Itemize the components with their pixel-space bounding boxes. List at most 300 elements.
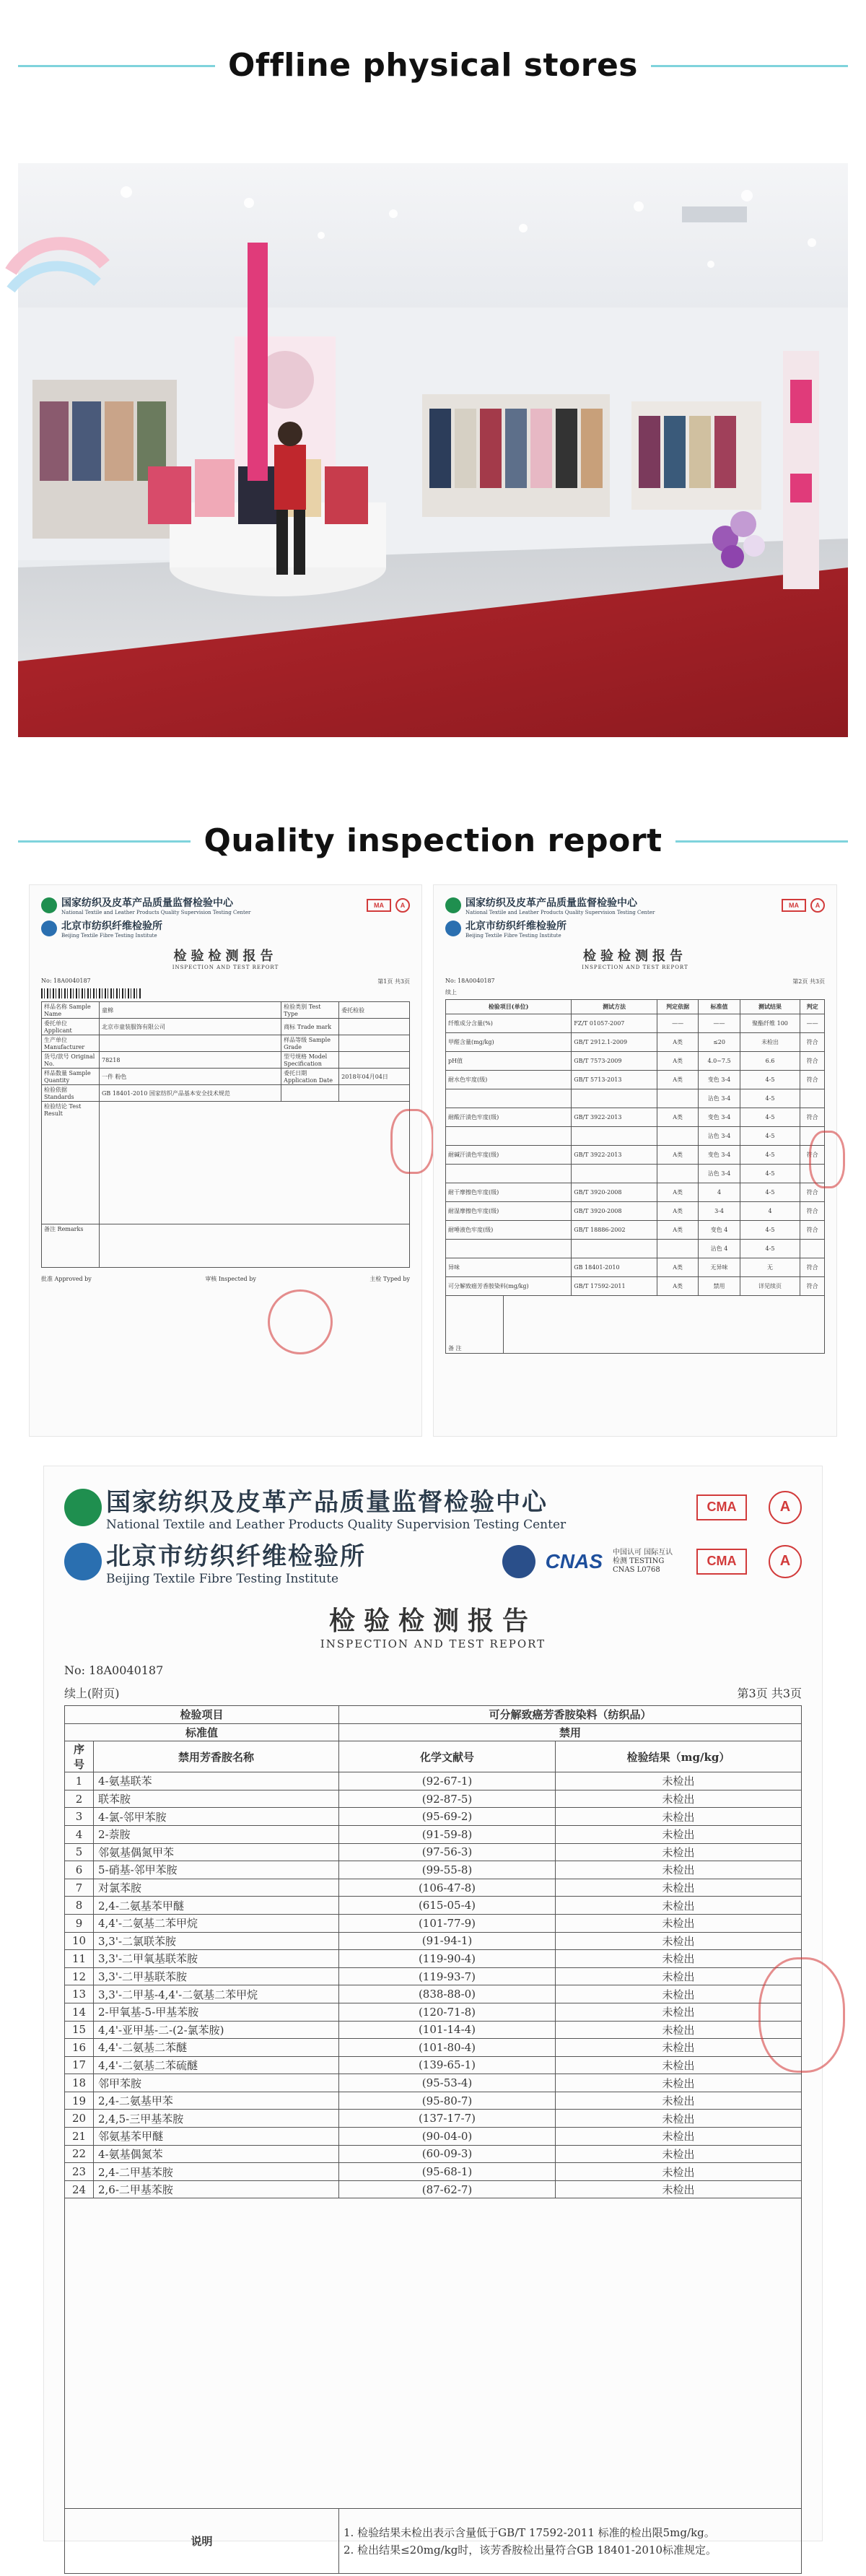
table-row: [42, 1069, 410, 1085]
table-row: [65, 2039, 802, 2057]
table-cell: 变色 3-4: [699, 1108, 740, 1127]
org-row-1: [64, 1482, 802, 1532]
org-name-cn: 北京市纺织纤维检验所: [61, 921, 162, 932]
table-cell: ——: [800, 1014, 825, 1033]
table-cell: [572, 1165, 657, 1183]
test-result: 未检出: [556, 2021, 802, 2039]
report-page-1: [29, 884, 422, 1437]
row-number: 21: [65, 2128, 94, 2146]
org-row-2: [64, 1536, 802, 1586]
test-result: 未检出: [556, 2092, 802, 2110]
amine-name: 4-氯-邻甲苯胺: [94, 1808, 339, 1826]
table-cell: 4: [699, 1183, 740, 1202]
table-row: [65, 2110, 802, 2128]
remarks-label: 备注 Remarks: [42, 1224, 100, 1268]
test-items-table: [445, 999, 825, 1296]
result-table: [41, 1101, 410, 1268]
cas-number: (87-62-7): [339, 2180, 556, 2198]
typed-by: 主检 Typed by: [369, 1276, 410, 1282]
table-cell: 未检出: [740, 1033, 800, 1052]
test-result: 未检出: [556, 2003, 802, 2021]
table-cell: A类: [657, 1183, 699, 1202]
table-cell: 符合: [800, 1258, 825, 1277]
table-cell: GB/T 5713-2013: [572, 1071, 657, 1089]
cas-number: (95-80-7): [339, 2092, 556, 2110]
table-cell: 甲醛含量(mg/kg): [446, 1033, 572, 1052]
table-cell: GB/T 7573-2009: [572, 1052, 657, 1071]
amine-name: 4-氨基偶氮苯: [94, 2145, 339, 2163]
amine-name: 对氯苯胺: [94, 1879, 339, 1897]
amine-name: 2,4,5-三甲基苯胺: [94, 2110, 339, 2128]
header-standard-value: 禁用: [339, 1723, 802, 1741]
table-row: [65, 1879, 802, 1897]
row-number: 9: [65, 1914, 94, 1932]
section-heading-stores: [0, 43, 866, 87]
test-result: 未检出: [556, 1897, 802, 1915]
table-cell: [657, 1165, 699, 1183]
org-row-1: [41, 895, 410, 915]
cma-mark-icon: MA: [367, 899, 391, 912]
table-row: [65, 1808, 802, 1826]
table-cell: pH值: [446, 1052, 572, 1071]
heading-line-left: [18, 65, 231, 67]
table-cell: A类: [657, 1071, 699, 1089]
column-header: 测试方法: [572, 1000, 657, 1014]
header-item: 检验项目: [65, 1706, 339, 1724]
table-row: [446, 1108, 825, 1127]
table-row: [42, 1019, 410, 1035]
column-header: 检验项目(单位): [446, 1000, 572, 1014]
bttfi-logo-icon: [64, 1543, 102, 1580]
cas-number: (95-69-2): [339, 1808, 556, 1826]
field-value: [339, 1035, 410, 1052]
column-header: 测试结果: [740, 1000, 800, 1014]
cas-number: (120-71-8): [339, 2003, 556, 2021]
table-cell: ——: [657, 1014, 699, 1033]
remarks-label: 备 注: [446, 1296, 504, 1354]
amine-name: 2,4-二氨基甲苯: [94, 2092, 339, 2110]
report-page-number: 第2页 共3页: [792, 978, 825, 985]
table-cell: [572, 1127, 657, 1146]
store-photo: [18, 163, 848, 737]
table-cell: 可分解致癌芳香胺染料(mg/kg): [446, 1277, 572, 1296]
cas-number: (101-80-4): [339, 2039, 556, 2057]
table-row: [42, 1002, 410, 1019]
field-label: 生产单位 Manufacturer: [42, 1035, 100, 1052]
field-value: [339, 1019, 410, 1035]
table-cell: 耐酸汗渍色牢度(级): [446, 1108, 572, 1127]
table-cell: 符合: [800, 1202, 825, 1221]
row-number: 7: [65, 1879, 94, 1897]
table-cell: A类: [657, 1258, 699, 1277]
table-cell: 变色 4: [699, 1221, 740, 1240]
row-number: 24: [65, 2180, 94, 2198]
section-title: Offline physical stores: [215, 47, 651, 84]
cas-number: (95-53-4): [339, 2074, 556, 2092]
field-label: 委托单位 Applicant: [42, 1019, 100, 1035]
table-cell: 无异味: [699, 1258, 740, 1277]
org-name-en: National Textile and Leather Products Quality Supervision Testing Center: [465, 910, 655, 915]
table-row: [446, 1071, 825, 1089]
report-page-3: [43, 1466, 823, 2557]
report-number: No: 18A0040187: [445, 978, 495, 984]
field-label: 样品数量 Sample Quantity: [42, 1069, 100, 1085]
org-name-cn: 国家纺织及皮革产品质量监督检验中心: [61, 897, 233, 909]
amine-name: 3,3'-二甲基-4,4'-二氨基二苯甲烷: [94, 1985, 339, 2003]
table-cell: 6.6: [740, 1052, 800, 1071]
org-name-en: Beijing Textile Fibre Testing Institute: [106, 1572, 339, 1586]
amine-name: 4,4'-二氨基二苯硫醚: [94, 2056, 339, 2074]
amine-name: 联苯胺: [94, 1790, 339, 1808]
row-number: 19: [65, 2092, 94, 2110]
cma-mark-icon: MA: [782, 899, 806, 912]
table-cell: 4-5: [740, 1089, 800, 1108]
report-page-2: [433, 884, 837, 1437]
table-row: [65, 1772, 802, 1790]
amine-name: 邻氨基偶氮甲苯: [94, 1843, 339, 1861]
table-cell: A类: [657, 1108, 699, 1127]
amine-name: 3,3'-二甲基联苯胺: [94, 1967, 339, 1985]
table-cell: 4-5: [740, 1146, 800, 1165]
table-row: [446, 1277, 825, 1296]
inspected-by: 审核 Inspected by: [205, 1276, 256, 1282]
table-cell: A类: [657, 1146, 699, 1165]
table-cell: 4-5: [740, 1165, 800, 1183]
cal-mark-icon: A: [769, 1545, 802, 1578]
row-number: 20: [65, 2110, 94, 2128]
heading-line-right: [635, 65, 848, 67]
table-row: [446, 1183, 825, 1202]
table-cell: A类: [657, 1277, 699, 1296]
row-number: 3: [65, 1808, 94, 1826]
test-result: 未检出: [556, 1879, 802, 1897]
remarks-table: [445, 1295, 825, 1354]
cas-number: (137-17-7): [339, 2110, 556, 2128]
table-row: [65, 1950, 802, 1968]
table-cell: A类: [657, 1202, 699, 1221]
table-cell: 耐碱汗渍色牢度(级): [446, 1146, 572, 1165]
table-cell: FZ/T 01057-2007: [572, 1014, 657, 1033]
table-cell: 沾色 3-4: [699, 1089, 740, 1108]
test-result: 未检出: [556, 2145, 802, 2163]
org-name-en: Beijing Textile Fibre Testing Institute: [61, 933, 157, 939]
test-result: 未检出: [556, 1843, 802, 1861]
test-result: 未检出: [556, 2074, 802, 2092]
report-continued: 续上(附页): [64, 1687, 120, 1700]
column-header: 标准值: [699, 1000, 740, 1014]
field-label: 商标 Trade mark: [281, 1019, 339, 1035]
field-label: 委托日期 Application Date: [281, 1069, 339, 1085]
table-cell: 变色 3-4: [699, 1071, 740, 1089]
header-result: 检验结果（mg/kg）: [556, 1741, 802, 1772]
field-value: 78218: [100, 1052, 281, 1069]
seam-seal: [809, 1131, 845, 1188]
table-row: [446, 1052, 825, 1071]
table-row: [65, 2145, 802, 2163]
cal-mark-icon: A: [810, 898, 825, 913]
cma-mark-icon: CMA: [696, 1549, 747, 1575]
cas-number: (90-04-0): [339, 2128, 556, 2146]
table-cell: A类: [657, 1052, 699, 1071]
amine-name: 3,3'-二氯联苯胺: [94, 1932, 339, 1950]
field-value: 一件 粉色: [100, 1069, 281, 1085]
field-label: 检验类别 Test Type: [281, 1002, 339, 1019]
table-cell: 4-5: [740, 1127, 800, 1146]
field-label: 样品等级 Sample Grade: [281, 1035, 339, 1052]
field-value: [100, 1035, 281, 1052]
report-continued: 续上: [445, 989, 457, 996]
table-cell: 耐干摩擦色牢度(级): [446, 1183, 572, 1202]
table-row: [65, 1790, 802, 1808]
amine-name: 邻氨基苯甲醚: [94, 2128, 339, 2146]
test-result: 未检出: [556, 2039, 802, 2057]
table-cell: GB/T 18886-2002: [572, 1221, 657, 1240]
cma-mark-icon: CMA: [696, 1494, 747, 1520]
table-cell: 变色 3-4: [699, 1146, 740, 1165]
row-number: 16: [65, 2039, 94, 2057]
table-row: [446, 1033, 825, 1052]
table-cell: 符合: [800, 1277, 825, 1296]
org-name-cn: 国家纺织及皮革产品质量监督检验中心: [465, 897, 637, 909]
test-result: 未检出: [556, 1861, 802, 1879]
org-row-2: [445, 918, 825, 939]
field-label: 型号规格 Model Specification: [281, 1052, 339, 1069]
test-result: 未检出: [556, 2180, 802, 2198]
table-cell: 4-5: [740, 1221, 800, 1240]
table-cell: 符合: [800, 1108, 825, 1127]
row-number: 8: [65, 1897, 94, 1915]
org-name-en: National Textile and Leather Products Quality Supervision Testing Center: [106, 1518, 567, 1532]
sample-info-table: [41, 1001, 410, 1102]
table-row: [65, 1967, 802, 1985]
amine-name: 邻甲苯胺: [94, 2074, 339, 2092]
table-row: [446, 1165, 825, 1183]
ilac-logo-icon: [502, 1545, 535, 1578]
row-number: 17: [65, 2056, 94, 2074]
cas-number: (95-68-1): [339, 2163, 556, 2181]
table-row: [65, 2003, 802, 2021]
cas-number: (106-47-8): [339, 1879, 556, 1897]
cas-number: (92-67-1): [339, 1772, 556, 1790]
field-value: 北京市童装服饰有限公司: [100, 1019, 281, 1035]
field-value: 委托检验: [339, 1002, 410, 1019]
test-result: 未检出: [556, 1772, 802, 1790]
table-cell: 纤维成分含量(%): [446, 1014, 572, 1033]
org-name-cn: 北京市纺织纤维检验所: [106, 1542, 366, 1571]
seam-seal: [390, 1109, 434, 1174]
report-title: 检验检测报告: [328, 1606, 537, 1636]
amine-name: 5-硝基-邻甲苯胺: [94, 1861, 339, 1879]
cas-number: (99-55-8): [339, 1861, 556, 1879]
field-value: GB 18401-2010 国家纺织产品基本安全技术规范: [100, 1085, 281, 1102]
table-cell: 详见续页: [740, 1277, 800, 1296]
table-cell: GB/T 3922-2013: [572, 1108, 657, 1127]
report-title: 检验检测报告: [173, 949, 278, 964]
heading-line-right: [653, 840, 848, 843]
table-header-row: [446, 1000, 825, 1014]
row-number: 12: [65, 1967, 94, 1985]
test-result: 未检出: [556, 1825, 802, 1843]
table-row: [65, 1843, 802, 1861]
test-result: 未检出: [556, 2110, 802, 2128]
header-cas: 化学文献号: [339, 1741, 556, 1772]
test-result: 未检出: [556, 1950, 802, 1968]
table-cell: 符合: [800, 1052, 825, 1071]
table-cell: 4-5: [740, 1183, 800, 1202]
seam-seal: [758, 1957, 845, 2073]
table-row: [446, 1089, 825, 1108]
table-row: [446, 1146, 825, 1165]
bttfi-logo-icon: [41, 921, 57, 936]
amine-name: 3,3'-二甲氧基联苯胺: [94, 1950, 339, 1968]
field-value: 童棉: [100, 1002, 281, 1019]
report-page-number: 第3页 共3页: [737, 1687, 802, 1700]
table-row: [446, 1127, 825, 1146]
table-cell: 禁用: [699, 1277, 740, 1296]
table-cell: A类: [657, 1033, 699, 1052]
table-cell: [446, 1127, 572, 1146]
header-no: 序号: [65, 1741, 94, 1772]
official-seal: [268, 1289, 333, 1354]
table-cell: GB/T 3922-2013: [572, 1146, 657, 1165]
row-number: 5: [65, 1843, 94, 1861]
amine-name: 2,4-二甲基苯胺: [94, 2163, 339, 2181]
org-name-cn: 北京市纺织纤维检验所: [465, 921, 567, 932]
column-header: 判定: [800, 1000, 825, 1014]
table-row: [65, 2180, 802, 2198]
table-cell: 符合: [800, 1033, 825, 1052]
note-line: 1. 检验结果未检出表示含量低于GB/T 17592-2011 标准的检出限5mg/kg。: [344, 2525, 715, 2539]
field-label: 检验依据 Standards: [42, 1085, 100, 1102]
table-row: [446, 1240, 825, 1258]
table-row: [65, 1985, 802, 2003]
table-row: [42, 1052, 410, 1069]
table-cell: 4-5: [740, 1240, 800, 1258]
report-page-number: 第1页 共3页: [377, 978, 410, 985]
table-cell: [446, 1165, 572, 1183]
table-cell: 异味: [446, 1258, 572, 1277]
table-cell: 3-4: [699, 1202, 740, 1221]
cas-number: (101-14-4): [339, 2021, 556, 2039]
org-row-2: [41, 918, 410, 939]
table-cell: ——: [699, 1014, 740, 1033]
header-name: 禁用芳香胺名称: [94, 1741, 339, 1772]
table-row: [42, 1035, 410, 1052]
table-row: [65, 2163, 802, 2181]
table-cell: 4.0~7.5: [699, 1052, 740, 1071]
ntlc-logo-icon: [64, 1489, 102, 1526]
amine-name: 2,4-二氨基苯甲醚: [94, 1897, 339, 1915]
row-number: 22: [65, 2145, 94, 2163]
table-row: [446, 1014, 825, 1033]
table-row: [65, 1825, 802, 1843]
table-row: [65, 2092, 802, 2110]
cas-number: (139-65-1): [339, 2056, 556, 2074]
org-name-en: Beijing Textile Fibre Testing Institute: [465, 933, 561, 939]
table-row: [446, 1221, 825, 1240]
table-row: [65, 2056, 802, 2074]
table-cell: 沾色 4: [699, 1240, 740, 1258]
table-cell: [657, 1089, 699, 1108]
cas-number: (91-94-1): [339, 1932, 556, 1950]
test-result: 未检出: [556, 1967, 802, 1985]
amine-name: 4-氨基联苯: [94, 1772, 339, 1790]
table-cell: ≤20: [699, 1033, 740, 1052]
cas-number: (615-05-4): [339, 1897, 556, 1915]
amine-name: 4,4'-二氨基二苯甲烷: [94, 1914, 339, 1932]
table-cell: [446, 1089, 572, 1108]
aromatic-amine-table: [64, 1705, 802, 2574]
note-label: 说明: [65, 2509, 339, 2574]
amine-name: 2-萘胺: [94, 1825, 339, 1843]
bttfi-logo-icon: [445, 921, 461, 936]
table-cell: 符合: [800, 1183, 825, 1202]
table-cell: 聚酯纤维 100: [740, 1014, 800, 1033]
table-row: [65, 1932, 802, 1950]
org-name-en: National Textile and Leather Products Quality Supervision Testing Center: [61, 910, 251, 915]
table-row: [65, 2128, 802, 2146]
test-result: 未检出: [556, 1808, 802, 1826]
table-row: [42, 1085, 410, 1102]
field-label: [281, 1085, 339, 1102]
table-row: [65, 2021, 802, 2039]
section-heading-report: [0, 819, 866, 862]
report-subtitle: INSPECTION AND TEST REPORT: [582, 965, 688, 970]
table-cell: A类: [657, 1221, 699, 1240]
table-cell: 沾色 3-4: [699, 1127, 740, 1146]
cas-number: (91-59-8): [339, 1825, 556, 1843]
section-title: Quality inspection report: [191, 822, 675, 859]
amine-name: 2,6-二甲基苯胺: [94, 2180, 339, 2198]
row-number: 10: [65, 1932, 94, 1950]
table-cell: 符合: [800, 1146, 825, 1165]
amine-name: 4,4'-二氨基二苯醚: [94, 2039, 339, 2057]
row-number: 1: [65, 1772, 94, 1790]
cas-number: (92-87-5): [339, 1790, 556, 1808]
table-cell: [446, 1240, 572, 1258]
amine-name: 4,4'-亚甲基-二-(2-氯苯胺): [94, 2021, 339, 2039]
field-value: 2018年04月04日: [339, 1069, 410, 1085]
test-result: 未检出: [556, 1932, 802, 1950]
amine-name: 2-甲氧基-5-甲基苯胺: [94, 2003, 339, 2021]
table-cell: 符合: [800, 1071, 825, 1089]
org-name-cn: 国家纺织及皮革产品质量监督检验中心: [106, 1488, 548, 1517]
table-cell: GB 18401-2010: [572, 1258, 657, 1277]
approved-by: 批准 Approved by: [41, 1276, 92, 1282]
test-result: 未检出: [556, 1985, 802, 2003]
table-cell: 4: [740, 1202, 800, 1221]
table-cell: [572, 1240, 657, 1258]
table-cell: [657, 1127, 699, 1146]
table-cell: GB/T 17592-2011: [572, 1277, 657, 1296]
report-number: No: 18A0040187: [41, 978, 91, 984]
table-cell: [800, 1089, 825, 1108]
store-illustration: [18, 163, 848, 737]
row-number: 4: [65, 1825, 94, 1843]
cas-number: (60-09-3): [339, 2145, 556, 2163]
cal-mark-icon: A: [769, 1491, 802, 1524]
field-label: 货号/款号 Original No.: [42, 1052, 100, 1069]
table-cell: [572, 1089, 657, 1108]
test-result: 未检出: [556, 1790, 802, 1808]
cas-number: (119-90-4): [339, 1950, 556, 1968]
note-line: 2. 检出结果≤20mg/kg时，该芳香胺检出量符合GB 18401-2010标准规定。: [344, 2543, 717, 2557]
row-number: 6: [65, 1861, 94, 1879]
field-value: [339, 1085, 410, 1102]
table-cell: GB/T 2912.1-2009: [572, 1033, 657, 1052]
report-number: No: 18A0040187: [64, 1663, 164, 1677]
table-cell: GB/T 3920-2008: [572, 1202, 657, 1221]
